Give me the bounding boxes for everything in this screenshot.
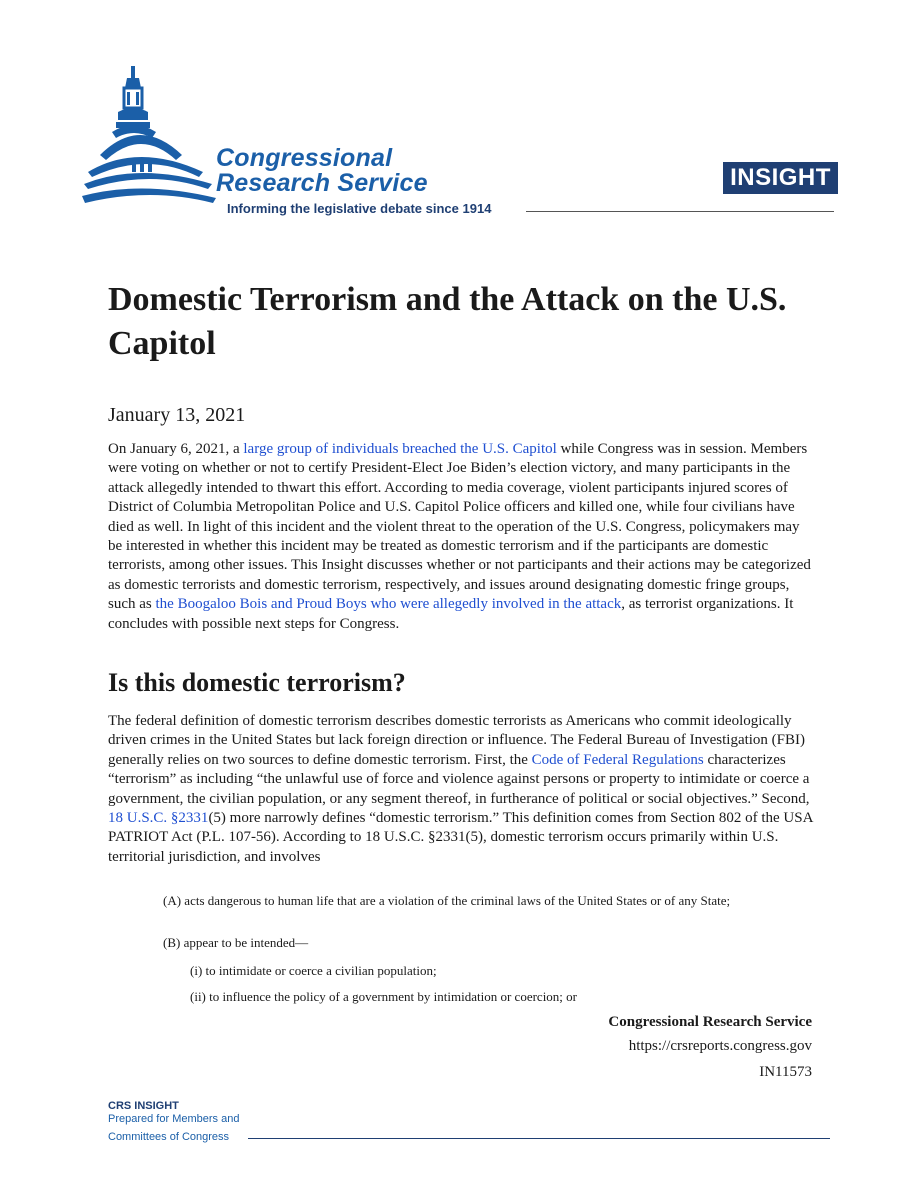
- org-name: [216, 146, 428, 196]
- tagline-rule: [526, 211, 834, 212]
- insight-badge: INSIGHT: [723, 162, 838, 194]
- tagline: Informing the legislative debate since 1914: [227, 201, 492, 216]
- footer-title: CRS INSIGHT: [108, 1100, 179, 1112]
- report-id: IN11573: [759, 1064, 812, 1080]
- crs-header: [80, 60, 840, 220]
- quote-clause-b: (B) appear to be intended—: [163, 935, 309, 950]
- quote-clause-i: (i) to intimidate or coerce a civilian population;: [190, 963, 437, 978]
- page-footer: [108, 1100, 830, 1150]
- definition-text-2: characterizes “terrorism” as including “the unlawful use of force and violence against persons or property to intimidate or coerce a government, the civilian population, or any segment thereof, in furtherance of political or social objectives.” Second,: [108, 751, 810, 807]
- section-heading: Is this domestic terrorism?: [108, 668, 406, 697]
- document-date: January 13, 2021: [108, 404, 246, 426]
- org-name-line2: Research Service: [216, 169, 428, 197]
- intro-text-3: , as terrorist organizations. It concludes with possible next steps for Congress.: [108, 596, 794, 632]
- definition-text-3: (5) more narrowly defines “domestic terrorism.” This definition comes from Section 802 of the USA PATRIOT Act (P.L. 107-56). According to 18 U.S.C. §2331(5), domestic terrorism occurs primarily within U.S. territorial jurisdiction, and involves: [108, 810, 813, 865]
- org-name-line1: Congressional: [216, 144, 393, 172]
- cfr-link[interactable]: Code of Federal Regulations: [531, 751, 704, 768]
- document-title: Domestic Terrorism and the Attack on the U.S. Capitol: [108, 281, 787, 362]
- quote-clause-ii: (ii) to influence the policy of a government by intimidation or coercion; or: [190, 989, 577, 1004]
- intro-paragraph: [108, 440, 816, 634]
- intro-text-1: On January 6, 2021, a: [108, 441, 244, 457]
- capitol-dome-icon: [80, 60, 220, 216]
- boogaloo-proud-boys-link[interactable]: the Boogaloo Bois and Proud Boys who were allegedly involved in the attack: [155, 596, 622, 613]
- capitol-breach-link[interactable]: large group of individuals breached the U.S. Capitol: [243, 441, 557, 457]
- footer-rule: [248, 1138, 830, 1139]
- signature-url[interactable]: https://crsreports.congress.gov: [628, 1038, 812, 1054]
- footer-line-1: Prepared for Members and: [108, 1113, 240, 1125]
- definition-paragraph: [108, 712, 816, 867]
- signature-org: Congressional Research Service: [608, 1014, 812, 1030]
- quote-clause-a: (A) acts dangerous to human life that are a violation of the criminal laws of the United States or of any State;: [163, 893, 731, 908]
- intro-text-2: while Congress was in session. Members were voting on whether or not to certify President-Elect Joe Biden’s election victory, and many participants in the attack allegedly intended to thwart this effort. According to media coverage, violent participants injured scores of District of Columbia Metropolitan Police and U.S. Capitol Police officers and killed one, while four civilians have died as well. In light of this incident and the violent threat to the operation of the U.S. Congress, policymakers may be interested in whether this incident may be treated as domestic terrorism and if the participants are domestic terrorists, among other issues. This Insight discusses whether or not participants and their actions may be categorized as domestic terrorists and domestic terrorism, respectively, and issues around designating domestic fringe groups, such as: [108, 441, 811, 613]
- footer-line-2: Committees of Congress: [108, 1131, 230, 1143]
- definition-text-1: The federal definition of domestic terrorism describes domestic terrorists as Americans who commit ideologically driven crimes in the United States but lack foreign direction or influence. The Federal Bureau of Investigation (FBI) generally relies on two sources to define domestic terrorism. First, the: [108, 713, 806, 768]
- usc-2331-link[interactable]: 18 U.S.C. §2331: [108, 810, 209, 827]
